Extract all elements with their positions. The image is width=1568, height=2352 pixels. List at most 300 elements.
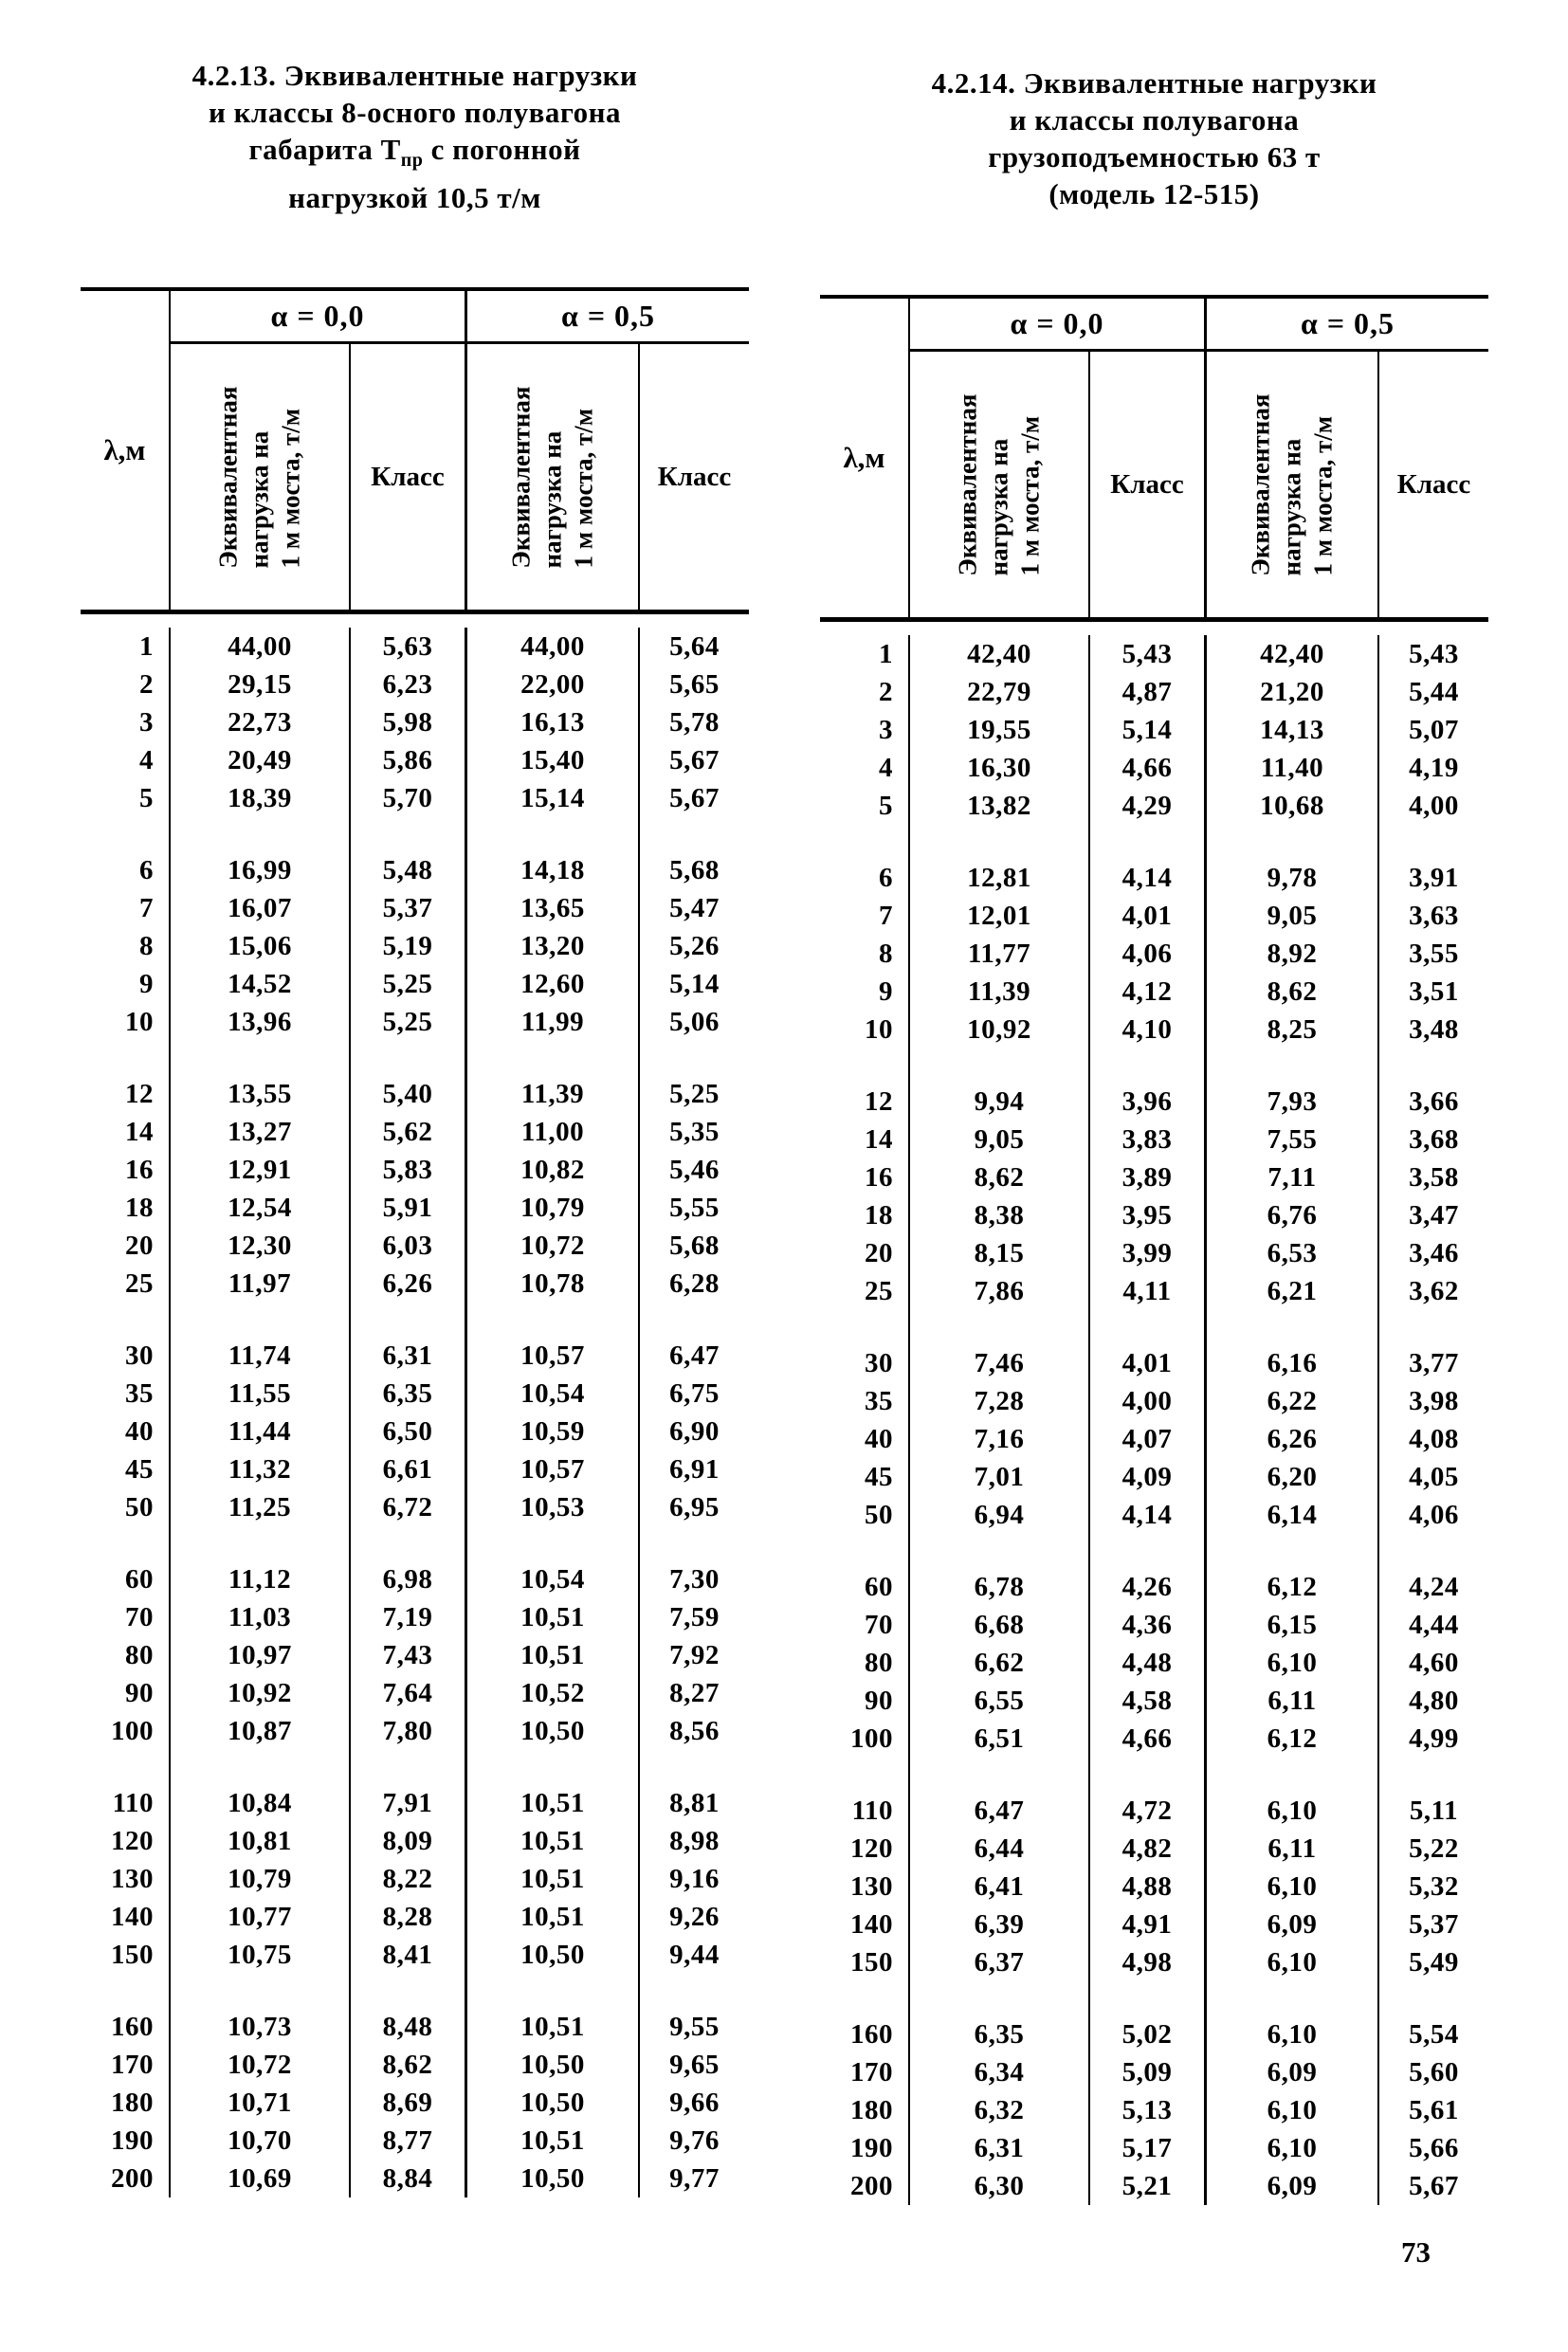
class-alpha5-value: 3,46 xyxy=(1409,1237,1459,1268)
class-alpha0-value: 8,41 xyxy=(382,1939,433,1970)
class-alpha5-value: 3,51 xyxy=(1409,975,1459,1007)
load-alpha5-value: 10,50 xyxy=(465,1712,640,1750)
table-row xyxy=(820,1792,1488,1830)
class-alpha0-value: 6,23 xyxy=(382,668,433,700)
lambda-value: 10 xyxy=(820,1011,910,1048)
table-row xyxy=(820,935,1488,973)
class-alpha5-value: 6,91 xyxy=(669,1453,720,1485)
gap-cell xyxy=(820,825,910,859)
table-row xyxy=(820,1234,1488,1272)
load-alpha0-value: 13,55 xyxy=(171,1075,351,1113)
table-row xyxy=(820,2167,1488,2205)
table-row xyxy=(81,1936,749,1974)
load-label-line: нагрузка на xyxy=(1277,438,1306,575)
load-alpha5-value: 10,59 xyxy=(465,1413,640,1450)
load-alpha0-value: 9,94 xyxy=(910,1083,1090,1121)
load-alpha0-value: 7,28 xyxy=(910,1382,1090,1420)
class-alpha0-value: 3,89 xyxy=(1121,1161,1173,1193)
lambda-value: 60 xyxy=(820,1568,910,1606)
table-row xyxy=(820,1121,1488,1158)
load-alpha0-value: 6,39 xyxy=(910,1905,1090,1943)
table-row xyxy=(820,1196,1488,1234)
class-alpha0-value: 4,88 xyxy=(1121,1870,1173,1902)
load-alpha0-value: 19,55 xyxy=(910,711,1090,749)
gap-cell xyxy=(1379,1981,1488,2015)
load-alpha5-value: 10,51 xyxy=(465,1822,640,1860)
class-column-header: Класс xyxy=(1396,468,1471,500)
rotated-load-label xyxy=(1246,393,1340,575)
class-alpha0-value: 5,14 xyxy=(1121,714,1173,745)
lambda-value: 9 xyxy=(81,965,171,1003)
load-alpha5-value: 10,50 xyxy=(465,2084,640,2122)
load-alpha5-value: 6,10 xyxy=(1204,1644,1379,1682)
class-alpha0-value: 3,96 xyxy=(1121,1085,1173,1117)
class-alpha5-value: 9,65 xyxy=(669,2049,720,2080)
gap-cell xyxy=(1379,1310,1488,1344)
load-alpha5-value: 6,21 xyxy=(1204,1272,1379,1310)
load-alpha0-value: 11,32 xyxy=(171,1450,351,1488)
equivalent-load-header xyxy=(910,352,1090,617)
class-alpha5-value: 8,81 xyxy=(669,1787,720,1818)
gap-cell xyxy=(1379,1758,1488,1792)
class-alpha5-value: 5,67 xyxy=(1409,2170,1459,2201)
gap-cell xyxy=(351,1041,465,1075)
load-alpha5-value: 7,93 xyxy=(1204,1083,1379,1121)
table-row xyxy=(81,1560,749,1598)
lambda-value: 14 xyxy=(820,1121,910,1158)
gap-cell xyxy=(465,817,640,851)
lambda-value: 4 xyxy=(820,749,910,787)
load-alpha0-value: 10,72 xyxy=(171,2046,351,2084)
load-alpha0-value: 13,96 xyxy=(171,1003,351,1041)
load-alpha5-value: 6,10 xyxy=(1204,1792,1379,1830)
load-alpha5-value: 9,05 xyxy=(1204,897,1379,935)
load-alpha0-value: 10,69 xyxy=(171,2160,351,2197)
table-row xyxy=(81,1337,749,1375)
gap-cell xyxy=(640,817,749,851)
class-alpha5-value: 5,68 xyxy=(669,1230,720,1261)
class-alpha0-value: 4,36 xyxy=(1121,1609,1173,1640)
load-alpha5-value: 6,14 xyxy=(1204,1496,1379,1534)
class-alpha5-value: 9,76 xyxy=(669,2124,720,2156)
class-alpha5-value: 3,63 xyxy=(1409,900,1459,931)
class-column-header: Класс xyxy=(371,461,445,492)
lambda-value: 35 xyxy=(81,1375,171,1413)
load-alpha5-value: 14,18 xyxy=(465,851,640,889)
class-alpha5-value: 5,43 xyxy=(1409,638,1459,669)
gap-cell xyxy=(171,1041,351,1075)
table-row xyxy=(820,787,1488,825)
load-alpha5-value: 10,51 xyxy=(465,1860,640,1898)
equivalent-load-header xyxy=(465,344,640,610)
lambda-value: 45 xyxy=(820,1458,910,1496)
table-row xyxy=(81,2046,749,2084)
table-4-2-13-section xyxy=(81,57,749,2194)
gap-cell xyxy=(351,1303,465,1337)
load-alpha0-value: 16,07 xyxy=(171,889,351,927)
class-alpha0-value: 4,14 xyxy=(1121,862,1173,893)
lambda-value: 1 xyxy=(820,635,910,673)
rotated-load-label xyxy=(506,386,600,568)
table-row xyxy=(81,1075,749,1113)
class-alpha0-value: 5,40 xyxy=(382,1078,433,1109)
load-alpha5-value: 6,10 xyxy=(1204,1943,1379,1981)
table-row xyxy=(81,927,749,965)
lambda-value: 150 xyxy=(81,1936,171,1974)
table-row xyxy=(820,1458,1488,1496)
class-alpha0-value: 4,66 xyxy=(1121,752,1173,783)
gap-cell xyxy=(1379,825,1488,859)
lambda-value: 70 xyxy=(820,1606,910,1644)
class-alpha5-value: 5,14 xyxy=(669,968,720,999)
gap-cell xyxy=(81,1750,171,1784)
class-alpha0-value: 6,31 xyxy=(382,1340,433,1371)
title-line: (модель 12-515) xyxy=(1048,177,1260,210)
load-alpha0-value: 11,39 xyxy=(910,973,1090,1011)
table-row xyxy=(820,2015,1488,2053)
gap-cell xyxy=(465,1750,640,1784)
table-row xyxy=(820,749,1488,787)
load-alpha5-value: 10,79 xyxy=(465,1189,640,1227)
load-alpha0-value: 10,97 xyxy=(171,1636,351,1674)
table-row xyxy=(820,1720,1488,1758)
class-alpha0-value: 5,62 xyxy=(382,1116,433,1147)
table-row xyxy=(820,2129,1488,2167)
table-row xyxy=(81,779,749,817)
gap-cell xyxy=(1204,1981,1379,2015)
class-alpha0-value: 5,17 xyxy=(1121,2132,1173,2163)
class-alpha0-value: 5,48 xyxy=(382,854,433,885)
load-alpha0-value: 11,25 xyxy=(171,1488,351,1526)
load-alpha0-value: 18,39 xyxy=(171,779,351,817)
lambda-value: 40 xyxy=(820,1420,910,1458)
lambda-value: 3 xyxy=(820,711,910,749)
gap-cell xyxy=(910,1048,1090,1083)
table-4-2-14-section xyxy=(820,64,1488,2201)
class-alpha0-value: 3,95 xyxy=(1121,1199,1173,1231)
class-alpha5-value: 5,25 xyxy=(669,1078,720,1109)
lambda-value: 2 xyxy=(81,665,171,703)
lambda-value: 200 xyxy=(820,2167,910,2205)
class-alpha5-value: 7,30 xyxy=(669,1563,720,1595)
load-alpha0-value: 6,41 xyxy=(910,1868,1090,1905)
class-alpha5-value: 4,44 xyxy=(1409,1609,1459,1640)
gap-cell xyxy=(81,817,171,851)
table-row xyxy=(81,1450,749,1488)
class-alpha5-value: 7,92 xyxy=(669,1639,720,1670)
table-row xyxy=(81,889,749,927)
gap-cell xyxy=(1379,1048,1488,1083)
gap-cell xyxy=(171,1526,351,1560)
gap-cell xyxy=(640,1303,749,1337)
class-alpha0-value: 4,72 xyxy=(1121,1795,1173,1826)
load-alpha0-value: 7,46 xyxy=(910,1344,1090,1382)
class-alpha0-value: 6,98 xyxy=(382,1563,433,1595)
class-alpha5-value: 3,47 xyxy=(1409,1199,1459,1231)
load-alpha0-value: 12,81 xyxy=(910,859,1090,897)
load-alpha0-value: 6,68 xyxy=(910,1606,1090,1644)
class-alpha5-value: 5,22 xyxy=(1409,1832,1459,1864)
load-alpha0-value: 6,62 xyxy=(910,1644,1090,1682)
gap-cell xyxy=(1090,1758,1204,1792)
load-alpha0-value: 10,92 xyxy=(910,1011,1090,1048)
load-alpha0-value: 11,03 xyxy=(171,1598,351,1636)
lambda-value: 100 xyxy=(820,1720,910,1758)
class-alpha5-value: 4,99 xyxy=(1409,1723,1459,1754)
table-row xyxy=(81,1784,749,1822)
lambda-value: 5 xyxy=(81,779,171,817)
lambda-value: 170 xyxy=(820,2053,910,2091)
lambda-value: 50 xyxy=(820,1496,910,1534)
class-alpha5-value: 5,64 xyxy=(669,630,720,662)
table-row xyxy=(820,1868,1488,1905)
lambda-column-header: λ,м xyxy=(820,299,910,617)
lambda-value: 120 xyxy=(820,1830,910,1868)
load-alpha5-value: 6,11 xyxy=(1204,1830,1379,1868)
class-column-header: Класс xyxy=(657,461,732,492)
load-alpha0-value: 6,32 xyxy=(910,2091,1090,2129)
load-alpha0-value: 10,92 xyxy=(171,1674,351,1712)
table-row xyxy=(820,1606,1488,1644)
load-alpha5-value: 6,26 xyxy=(1204,1420,1379,1458)
load-alpha5-value: 6,10 xyxy=(1204,2015,1379,2053)
gap-cell xyxy=(910,1758,1090,1792)
gap-cell xyxy=(820,1310,910,1344)
table-row xyxy=(81,2160,749,2197)
class-alpha0-value: 5,13 xyxy=(1121,2094,1173,2125)
load-alpha5-value: 6,10 xyxy=(1204,2091,1379,2129)
class-alpha0-value: 8,77 xyxy=(382,2124,433,2156)
class-alpha0-value: 4,26 xyxy=(1121,1571,1173,1602)
table-row xyxy=(820,897,1488,935)
gap-cell xyxy=(1379,1534,1488,1568)
gap-cell xyxy=(81,1303,171,1337)
class-alpha0-value: 5,86 xyxy=(382,744,433,775)
table-row xyxy=(81,1822,749,1860)
table-row xyxy=(820,1382,1488,1420)
class-alpha5-value: 3,66 xyxy=(1409,1085,1459,1117)
class-alpha0-value: 6,26 xyxy=(382,1267,433,1299)
class-alpha5-value: 4,80 xyxy=(1409,1685,1459,1716)
gap-cell xyxy=(171,1750,351,1784)
table-row xyxy=(820,1083,1488,1121)
class-alpha5-value: 3,58 xyxy=(1409,1161,1459,1193)
lambda-value: 16 xyxy=(820,1158,910,1196)
table-body xyxy=(820,622,1488,2205)
table-row xyxy=(820,1644,1488,1682)
load-alpha0-value: 15,06 xyxy=(171,927,351,965)
group-gap-row xyxy=(820,1758,1488,1792)
load-alpha0-value: 22,79 xyxy=(910,673,1090,711)
class-alpha0-value: 3,99 xyxy=(1121,1237,1173,1268)
class-alpha0-value: 3,83 xyxy=(1121,1123,1173,1155)
lambda-value: 160 xyxy=(820,2015,910,2053)
class-alpha5-value: 3,98 xyxy=(1409,1385,1459,1416)
load-alpha0-value: 14,52 xyxy=(171,965,351,1003)
class-alpha5-value: 5,66 xyxy=(1409,2132,1459,2163)
class-alpha5-value: 4,24 xyxy=(1409,1571,1459,1602)
load-alpha0-value: 11,74 xyxy=(171,1337,351,1375)
table-row xyxy=(81,1860,749,1898)
table-row xyxy=(81,1003,749,1041)
class-alpha0-value: 4,82 xyxy=(1121,1832,1173,1864)
alpha-05-header: α = 0,5 xyxy=(1204,299,1488,352)
load-alpha5-value: 22,00 xyxy=(465,665,640,703)
table-row xyxy=(81,1712,749,1750)
lambda-value: 90 xyxy=(81,1674,171,1712)
class-alpha0-value: 4,87 xyxy=(1121,676,1173,707)
lambda-value: 30 xyxy=(820,1344,910,1382)
load-alpha0-value: 11,12 xyxy=(171,1560,351,1598)
load-alpha5-value: 10,51 xyxy=(465,1784,640,1822)
class-alpha5-value: 4,08 xyxy=(1409,1423,1459,1454)
table-row xyxy=(81,1674,749,1712)
load-alpha5-value: 6,12 xyxy=(1204,1720,1379,1758)
load-alpha5-value: 11,40 xyxy=(1204,749,1379,787)
class-alpha5-value: 5,06 xyxy=(669,1006,720,1037)
load-alpha5-value: 10,51 xyxy=(465,1598,640,1636)
load-alpha5-value: 10,78 xyxy=(465,1265,640,1303)
class-alpha0-value: 7,91 xyxy=(382,1787,433,1818)
title-subscript: пр xyxy=(400,150,424,172)
gap-cell xyxy=(1090,825,1204,859)
table-row xyxy=(820,1344,1488,1382)
load-alpha5-value: 10,51 xyxy=(465,2122,640,2160)
class-alpha0-value: 4,12 xyxy=(1121,975,1173,1007)
table-row xyxy=(820,973,1488,1011)
lambda-value: 70 xyxy=(81,1598,171,1636)
lambda-value: 80 xyxy=(81,1636,171,1674)
class-column-header: Класс xyxy=(1110,468,1184,500)
load-alpha0-value: 10,87 xyxy=(171,1712,351,1750)
load-alpha0-value: 7,01 xyxy=(910,1458,1090,1496)
load-alpha0-value: 29,15 xyxy=(171,665,351,703)
load-label-line: 1 м моста, т/м xyxy=(1308,415,1338,575)
load-alpha5-value: 10,68 xyxy=(1204,787,1379,825)
table-row xyxy=(81,741,749,779)
gap-cell xyxy=(820,1048,910,1083)
class-alpha5-value: 5,44 xyxy=(1409,676,1459,707)
load-alpha0-value: 10,81 xyxy=(171,1822,351,1860)
load-alpha5-value: 42,40 xyxy=(1204,635,1379,673)
lambda-value: 18 xyxy=(820,1196,910,1234)
equivalent-load-header xyxy=(171,344,351,610)
class-alpha0-value: 7,80 xyxy=(382,1715,433,1746)
load-alpha5-value: 10,57 xyxy=(465,1337,640,1375)
gap-cell xyxy=(81,1041,171,1075)
class-alpha0-value: 6,50 xyxy=(382,1415,433,1447)
load-alpha5-value: 6,09 xyxy=(1204,2167,1379,2205)
table-row xyxy=(81,2008,749,2046)
load-alpha0-value: 6,30 xyxy=(910,2167,1090,2205)
lambda-value: 20 xyxy=(820,1234,910,1272)
lambda-value: 160 xyxy=(81,2008,171,2046)
table-row xyxy=(820,1943,1488,1981)
load-alpha0-value: 6,78 xyxy=(910,1568,1090,1606)
class-alpha5-value: 4,19 xyxy=(1409,752,1459,783)
gap-cell xyxy=(1204,1758,1379,1792)
class-alpha0-value: 4,14 xyxy=(1121,1499,1173,1530)
table-row xyxy=(820,1568,1488,1606)
class-alpha5-value: 5,54 xyxy=(1409,2018,1459,2050)
load-alpha5-value: 13,20 xyxy=(465,927,640,965)
lambda-value: 90 xyxy=(820,1682,910,1720)
lambda-value: 110 xyxy=(81,1784,171,1822)
class-alpha5-value: 5,11 xyxy=(1409,1795,1459,1826)
lambda-value: 4 xyxy=(81,741,171,779)
class-alpha5-value: 5,49 xyxy=(1409,1946,1459,1978)
title-text: с погонной xyxy=(423,133,581,166)
table-header xyxy=(81,287,749,614)
load-label-line: 1 м моста, т/м xyxy=(569,408,598,568)
table-body xyxy=(81,614,749,2197)
class-alpha5-value: 5,37 xyxy=(1409,1908,1459,1940)
class-alpha5-value: 9,16 xyxy=(669,1863,720,1894)
gap-cell xyxy=(1204,825,1379,859)
gap-cell xyxy=(351,1750,465,1784)
load-alpha0-value: 11,97 xyxy=(171,1265,351,1303)
class-alpha5-value: 5,61 xyxy=(1409,2094,1459,2125)
gap-cell xyxy=(1090,1981,1204,2015)
load-alpha5-value: 9,78 xyxy=(1204,859,1379,897)
load-alpha0-value: 10,77 xyxy=(171,1898,351,1936)
load-alpha5-value: 6,22 xyxy=(1204,1382,1379,1420)
class-alpha5-value: 5,68 xyxy=(669,854,720,885)
lambda-value: 16 xyxy=(81,1151,171,1189)
load-alpha5-value: 8,92 xyxy=(1204,935,1379,973)
class-alpha0-value: 5,25 xyxy=(382,968,433,999)
class-alpha5-value: 6,47 xyxy=(669,1340,720,1371)
rotated-load-label xyxy=(953,393,1047,575)
load-alpha0-value: 16,30 xyxy=(910,749,1090,787)
alpha-05-header: α = 0,5 xyxy=(465,291,749,344)
load-alpha0-value: 10,71 xyxy=(171,2084,351,2122)
load-alpha0-value: 8,38 xyxy=(910,1196,1090,1234)
load-alpha0-value: 6,55 xyxy=(910,1682,1090,1720)
load-alpha5-value: 10,54 xyxy=(465,1375,640,1413)
lambda-value: 2 xyxy=(820,673,910,711)
table-row xyxy=(81,2084,749,2122)
load-alpha5-value: 6,12 xyxy=(1204,1568,1379,1606)
class-alpha5-value: 7,59 xyxy=(669,1601,720,1632)
lambda-value: 20 xyxy=(81,1227,171,1265)
class-alpha0-value: 6,03 xyxy=(382,1230,433,1261)
table-row xyxy=(820,635,1488,673)
load-alpha5-value: 6,11 xyxy=(1204,1682,1379,1720)
group-gap-row xyxy=(81,1303,749,1337)
group-gap-row xyxy=(820,825,1488,859)
load-label-line: Эквивалентная xyxy=(213,386,243,568)
table-row xyxy=(81,1488,749,1526)
load-alpha5-value: 6,09 xyxy=(1204,1905,1379,1943)
table-row xyxy=(81,1265,749,1303)
gap-cell xyxy=(1204,1310,1379,1344)
table-row xyxy=(820,1158,1488,1196)
class-alpha5-value: 8,56 xyxy=(669,1715,720,1746)
gap-cell xyxy=(1204,1048,1379,1083)
alpha-0-header: α = 0,0 xyxy=(910,299,1204,352)
gap-cell xyxy=(351,1526,465,1560)
class-alpha0-value: 4,48 xyxy=(1121,1647,1173,1678)
load-alpha0-value: 10,75 xyxy=(171,1936,351,1974)
class-alpha5-value: 3,62 xyxy=(1409,1275,1459,1306)
gap-cell xyxy=(1090,1048,1204,1083)
class-alpha0-value: 5,25 xyxy=(382,1006,433,1037)
table-row xyxy=(81,2122,749,2160)
class-alpha5-value: 5,35 xyxy=(669,1116,720,1147)
group-gap-row xyxy=(820,1048,1488,1083)
class-alpha0-value: 8,62 xyxy=(382,2049,433,2080)
